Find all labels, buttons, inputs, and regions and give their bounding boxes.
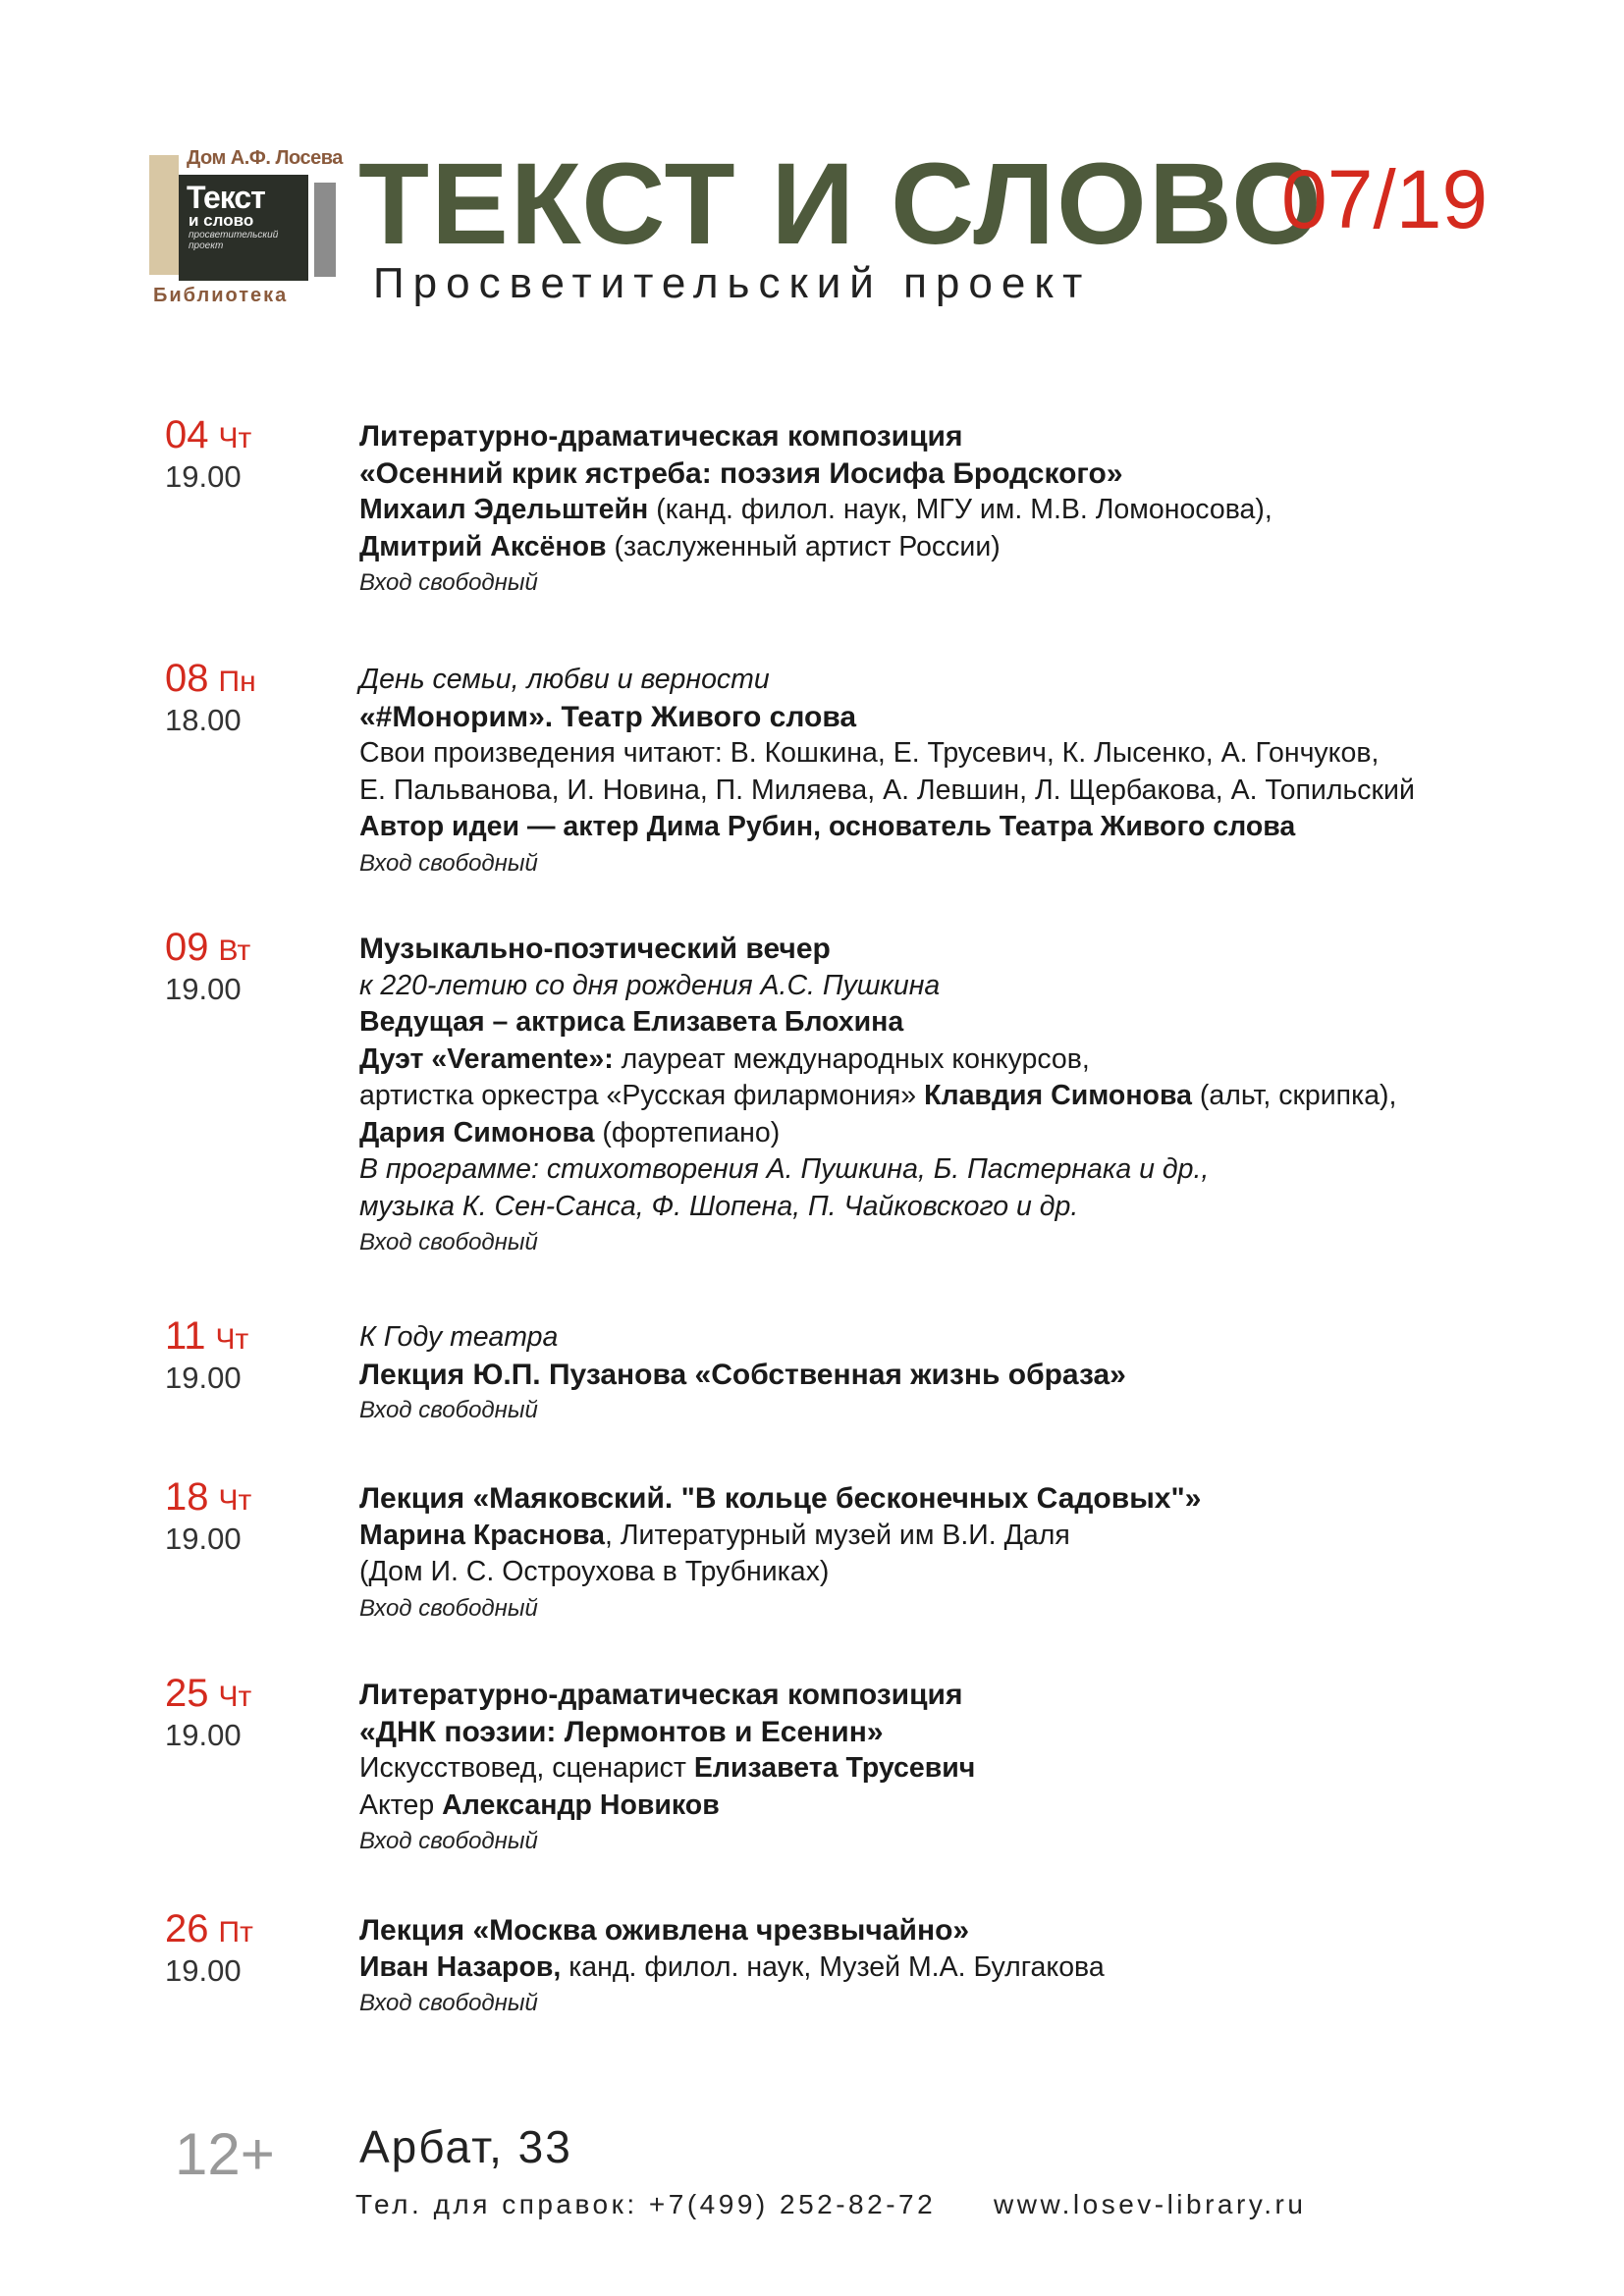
event-weekday: Чт [215, 1323, 249, 1356]
event-text-line [359, 1949, 1606, 1987]
text-fragment: Вход свободный [359, 1594, 538, 1622]
text-fragment: лауреат международных конкурсов, [613, 1042, 1090, 1075]
page-title: ТЕКСТ И СЛОВО [358, 139, 1324, 269]
text-fragment: (фортепиано) [594, 1116, 781, 1148]
text-fragment: Свои произведения читают: В. Кошкина, Е. Трусевич, К. Лысенко, А. Гончуков, [359, 737, 1380, 769]
event-title-line [359, 1677, 1606, 1714]
event-day-number: 08 [165, 657, 209, 700]
text-fragment: музыка К. Сен-Санса, Ф. Шопена, П. Чайковского и др. [359, 1190, 1079, 1222]
bold-text: Ведущая – актриса Елизавета Блохина [359, 1006, 904, 1038]
phone-line: Тел. для справок: +7(499) 252-82-72 [355, 2189, 937, 2219]
event-day-number: 09 [165, 926, 209, 969]
text-fragment: «#Монорим». Театр Живого слова [359, 700, 857, 733]
bold-text: Дуэт «Veramente»: [359, 1042, 614, 1075]
text-fragment: артистка оркестра «Русская филармония» [359, 1080, 925, 1111]
text-fragment: Искусствовед, сценарист [359, 1752, 694, 1784]
event-text-line [359, 1078, 1606, 1115]
text-fragment: канд. филол. наук, Музей М.А. Булгакова [561, 1950, 1105, 1983]
event-text-line [359, 1041, 1606, 1079]
event-weekday: Вт [218, 934, 251, 967]
event-date [165, 925, 250, 979]
event-description [359, 418, 1606, 601]
event-title-line [359, 455, 1606, 493]
bold-text: Дмитрий Аксёнов [359, 530, 607, 562]
entry-note [359, 1225, 1606, 1260]
event-text-line [359, 1554, 1606, 1591]
text-fragment: Литературно-драматическая композиция [359, 1679, 963, 1711]
event-text-line [359, 662, 1606, 699]
event-text-line [359, 1319, 1606, 1357]
text-fragment: Литературно-драматическая композиция [359, 420, 963, 453]
event-date [165, 1671, 251, 1725]
logo-text-line3: просветительский проект [189, 230, 279, 251]
event-description [359, 1480, 1606, 1627]
event-description [359, 1319, 1606, 1428]
text-fragment: «ДНК поэзии: Лермонтов и Есенин» [359, 1715, 884, 1748]
event-description [359, 662, 1606, 881]
event-time: 19.00 [165, 459, 242, 494]
entry-note [359, 1824, 1606, 1859]
event-text-line [359, 1189, 1606, 1226]
address: Арбат, 33 [359, 2121, 572, 2172]
event-title-line [359, 699, 1606, 736]
logo-top-text: Дом А.Ф. Лосева [187, 147, 343, 169]
event-text-line [359, 1115, 1606, 1152]
event-text-line [359, 1750, 1606, 1788]
event-day-number: 04 [165, 413, 209, 456]
event-text-line [359, 1004, 1606, 1041]
entry-note [359, 1393, 1606, 1428]
event-date [165, 656, 256, 710]
logo-grey-bar [314, 183, 336, 277]
text-fragment: Лекция Ю.П. Пузанова «Собственная жизнь образа» [359, 1358, 1126, 1391]
event-date [165, 1906, 253, 1960]
event-date [165, 412, 251, 466]
bold-text: Александр Новиков [442, 1789, 720, 1821]
event-day-number: 18 [165, 1475, 209, 1519]
event-weekday: Пт [218, 1916, 253, 1949]
entry-note [359, 565, 1606, 601]
bold-text: Иван Назаров, [359, 1950, 562, 1983]
text-fragment: «Осенний крик ястреба: поэзия Иосифа Бродского» [359, 456, 1123, 490]
event-title-line [359, 1714, 1606, 1751]
logo-text-line1: Текст [187, 180, 265, 215]
event-time: 19.00 [165, 1718, 242, 1752]
text-fragment: Вход свободный [359, 1828, 538, 1854]
text-fragment: (Дом И. С. Остроухова в Трубниках) [359, 1556, 830, 1587]
event-text-line [359, 809, 1606, 846]
bold-text: Михаил Эдельштейн [359, 494, 649, 525]
library-logo [149, 147, 346, 309]
event-weekday: Чт [218, 1484, 252, 1517]
event-weekday: Чт [218, 422, 252, 454]
text-fragment: К Году театра [359, 1321, 559, 1353]
website-link[interactable]: www.losev-library.ru [994, 2189, 1307, 2219]
event-title-line [359, 1912, 1606, 1949]
text-fragment: , Литературный музей им В.И. Даля [604, 1519, 1070, 1551]
entry-note [359, 1591, 1606, 1627]
event-text-line [359, 773, 1606, 810]
text-fragment: Е. Пальванова, И. Новина, П. Миляева, А. Левшин, Л. Щербакова, А. Топильский [359, 774, 1415, 806]
event-text-line [359, 735, 1606, 773]
event-text-line [359, 1518, 1606, 1555]
issue-number: 07/19 [1281, 153, 1489, 245]
event-description [359, 1912, 1606, 2021]
text-fragment: (заслуженный артист России) [606, 530, 1001, 562]
event-date [165, 1474, 251, 1528]
event-day-number: 25 [165, 1672, 209, 1715]
text-fragment: Лекция «Маяковский. "В кольце бесконечных Садовых"» [359, 1482, 1202, 1515]
event-time: 19.00 [165, 1361, 242, 1395]
bold-text: Клавдия Симонова [924, 1080, 1192, 1111]
text-fragment: Лекция «Москва оживлена чрезвычайно» [359, 1914, 970, 1947]
logo-text-line2: и слово [189, 211, 254, 230]
logo-bottom-text: Библиотека [153, 285, 289, 306]
bold-text: Дария Симонова [359, 1116, 595, 1148]
text-fragment: Вход свободный [359, 1397, 538, 1423]
event-text-line [359, 529, 1606, 566]
event-title-line [359, 1480, 1606, 1518]
event-weekday: Чт [218, 1681, 252, 1713]
event-text-line [359, 492, 1606, 529]
event-time: 18.00 [165, 703, 242, 737]
text-fragment: Вход свободный [359, 569, 538, 596]
age-rating: 12+ [175, 2121, 275, 2187]
event-weekday: Пн [218, 666, 256, 698]
entry-note [359, 1986, 1606, 2021]
event-time: 19.00 [165, 1953, 242, 1988]
text-fragment: Актер [359, 1789, 443, 1821]
text-fragment: Вход свободный [359, 1990, 538, 2016]
event-text-line [359, 1788, 1606, 1825]
event-title-line [359, 931, 1606, 968]
event-description [359, 931, 1606, 1260]
event-text-line [359, 968, 1606, 1005]
text-fragment: к 220-летию со дня рождения А.С. Пушкина [359, 969, 941, 1001]
event-text-line [359, 1151, 1606, 1189]
event-day-number: 26 [165, 1907, 209, 1950]
text-fragment: День семьи, любви и верности [359, 664, 770, 695]
text-fragment: (канд. филол. наук, МГУ им. М.В. Ломоносова), [648, 494, 1272, 525]
event-date [165, 1313, 248, 1367]
logo-dark-box [179, 175, 308, 281]
event-title-line [359, 418, 1606, 455]
bold-text: Автор идеи — актер Дима Рубин, основатель Театра Живого слова [359, 811, 1296, 842]
text-fragment: Вход свободный [359, 849, 538, 877]
page-subtitle: Просветительский проект [373, 259, 1092, 307]
text-fragment: Музыкально-поэтический вечер [359, 933, 831, 965]
bold-text: Марина Краснова [359, 1519, 605, 1551]
bold-text: Елизавета Трусевич [693, 1752, 976, 1784]
text-fragment: В программе: стихотворения А. Пушкина, Б. Пастернака и др., [359, 1153, 1210, 1185]
text-fragment: Вход свободный [359, 1229, 538, 1255]
event-title-line [359, 1357, 1606, 1394]
event-time: 19.00 [165, 972, 242, 1006]
text-fragment: (альт, скрипка), [1191, 1080, 1397, 1111]
entry-note [359, 846, 1606, 881]
logo-beige-stripe [149, 155, 179, 275]
event-description [359, 1677, 1606, 1859]
event-day-number: 11 [165, 1314, 206, 1358]
event-time: 19.00 [165, 1522, 242, 1556]
